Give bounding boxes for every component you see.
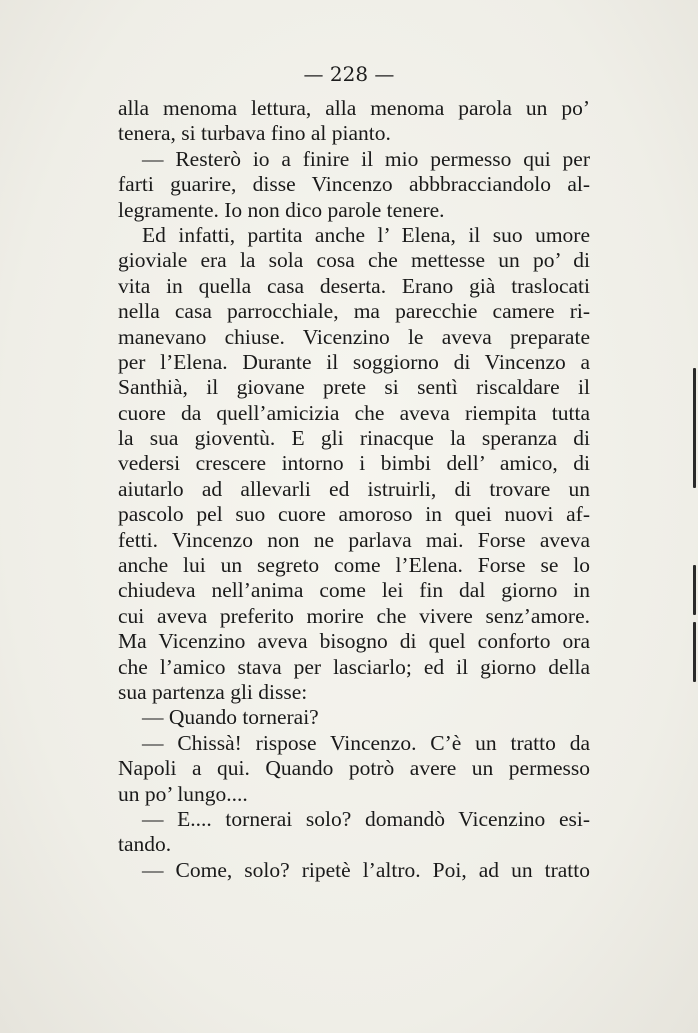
text-line: fetti. Vincenzo non ne parlava mai. Forse aveva bbox=[118, 527, 590, 552]
text-line: — Come, solo? ripetè l’altro. Poi, ad un tratto bbox=[142, 857, 590, 882]
text-line: sua partenza gli disse: bbox=[118, 679, 308, 704]
text-line: alla menoma lettura, alla menoma parola un po’ bbox=[118, 96, 590, 120]
text-line: cuore da quell’amicizia che aveva riempita tutta bbox=[118, 400, 590, 425]
page-edge-mark bbox=[693, 622, 696, 682]
text-line: per l’Elena. Durante il soggiorno di Vincenzo a bbox=[118, 349, 590, 374]
text-line: la sua gioventù. E gli rinacque la speranza di bbox=[118, 426, 590, 451]
text-line: — Quando tornerai? bbox=[142, 705, 319, 730]
text-line: — Chissà! rispose Vincenzo. C’è un tratto da bbox=[142, 730, 590, 755]
text-line: manevano chiuse. Vicenzino le aveva preparate bbox=[118, 324, 590, 349]
text-line: Napoli a qui. Quando potrò avere un permesso bbox=[118, 756, 590, 781]
text-line: tenera, si turbava fino al pianto. bbox=[118, 121, 391, 146]
text-line: aiutarlo ad allevarli ed istruirli, di trovare un bbox=[118, 476, 590, 501]
text-line: anche lui un segreto come l’Elena. Forse se lo bbox=[118, 553, 590, 578]
text-line: vita in quella casa deserta. Erano già traslocati bbox=[118, 273, 590, 298]
text-line: che l’amico stava per lasciarlo; ed il giorno della bbox=[118, 654, 590, 679]
text-line: — Resterò io a finire il mio permesso qui per bbox=[142, 146, 590, 171]
page-edge-mark bbox=[693, 368, 696, 488]
text-line: cui aveva preferito morire che vivere senz’amore. bbox=[118, 603, 590, 628]
text-line: Ma Vicenzino aveva bisogno di quel conforto ora bbox=[118, 629, 590, 654]
text-line: Santhià, il giovane prete si sentì riscaldare il bbox=[118, 375, 590, 400]
text-line: legramente. Io non dico parole tenere. bbox=[118, 197, 445, 222]
body-text bbox=[118, 96, 590, 883]
text-line: tando. bbox=[118, 832, 172, 857]
text-line: un po’ lungo.... bbox=[118, 781, 248, 806]
text-line: chiudeva nell’anima come lei fin dal giorno in bbox=[118, 578, 590, 603]
text-line: nella casa parrocchiale, ma parecchie camere ri- bbox=[118, 299, 590, 324]
text-line: farti guarire, disse Vincenzo abbbracciandolo al- bbox=[118, 172, 590, 197]
page-edge-mark bbox=[693, 565, 696, 615]
text-line: — E.... tornerai solo? domandò Vicenzino esi- bbox=[142, 806, 590, 831]
page-number: — 228 — bbox=[303, 62, 395, 86]
text-line: gioviale era la sola cosa che mettesse un po’ di bbox=[118, 248, 590, 273]
text-line: Ed infatti, partita anche l’ Elena, il suo umore bbox=[142, 222, 590, 247]
text-line: pascolo pel suo cuore amoroso in quei nuovi af- bbox=[118, 502, 590, 527]
text-line: vedersi crescere intorno i bimbi dell’ amico, di bbox=[118, 451, 590, 476]
